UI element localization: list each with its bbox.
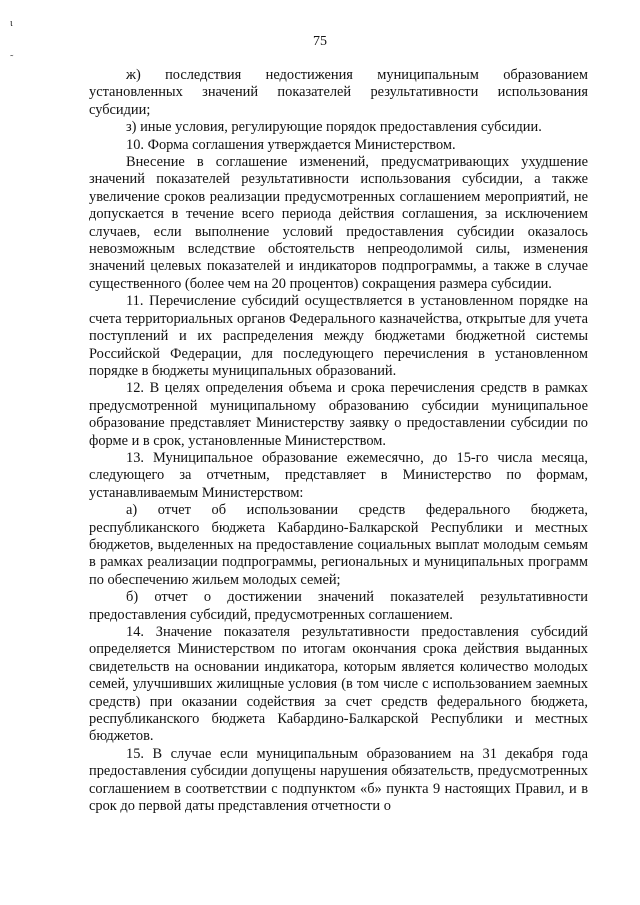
- paragraph-z: з) иные условия, регулирующие порядок предоставления субсидии.: [126, 119, 542, 136]
- paragraph-13: 13. Муниципальное образование ежемесячно, до 15-го числа месяца, следующего за отчетным, представляет в Министерство по формам, устанавливаемым Министерством:: [89, 449, 588, 501]
- paragraph-11: 11. Перечисление субсидий осуществляется в установленном порядке на счета территориальных органов Федерального казначейства, открытые для учета поступлений и их распределения между бюджетами бюджетной системы Российской Федерации, для последующего перечисления в установленном порядке в бюджеты муниципальных образований.: [89, 293, 588, 379]
- paragraph-15: 15. В случае если муниципальным образованием на 31 декабря года предоставления субсидии допущены нарушения обязательств, предусмотренных соглашением в соответствии с подпунктом «б» пункта 9 настоящих Правил, и в срок до первой даты представления отчетности о: [89, 745, 588, 815]
- paragraph-10-amendments: Внесение в соглашение изменений, предусматривающих ухудшение значений показателей результативности использования субсидии, а также увеличение сроков реализации предусмотренных соглашением мероприятий, не допускается в течение всего периода действия соглашения, за исключением случаев, если выполнение условий предоставления субсидии оказалось невозможным вследствие обстоятельств непреодолимой силы, изменения значений целевых показателей и индикаторов подпрограммы, а также в случае существенного (более чем на 20 процентов) сокращения размера субсидии.: [89, 154, 588, 292]
- margin-mark: ˜: [10, 54, 14, 65]
- paragraph-13-a: а) отчет об использовании средств федерального бюджета, республиканского бюджета Кабардино-Балкарской Республики и местных бюджетов, выделенных на предоставление социальных выплат молодым семьям в рамках реализации подпрограммы, региональных и муниципальных программ по обеспечению жильем молодых семей;: [89, 502, 588, 588]
- paragraph-13-b: б) отчет о достижении значений показателей результативности предоставления субсидий, предусмотренных соглашением.: [89, 589, 588, 623]
- paragraph-14: 14. Значение показателя результативности предоставления субсидий определяется Министерством по итогам окончания срока действия выданных свидетельств на основании индикатора, которым является количество молодых семей, улучшивших жилищные условия (в том числе с использованием заемных средств) при оказании содействия за счет средств федерального бюджета, республиканского бюджета Кабардино-Балкарской Республики и местных бюджетов.: [89, 624, 588, 745]
- page-number: 75: [313, 34, 327, 49]
- margin-mark: ι: [10, 18, 13, 29]
- paragraph-zh: ж) последствия недостижения муниципальным образованием установленных значений показателей результативности использования субсидии;: [89, 67, 588, 118]
- paragraph-12: 12. В целях определения объема и срока перечисления средств в рамках предусмотренной муниципальному образованию субсидии муниципальное образование представляет Министерству заявку о предоставлении субсидии по форме и в срок, установленные Министерством.: [89, 380, 588, 449]
- document-body: [89, 67, 588, 815]
- paragraph-10: 10. Форма соглашения утверждается Министерством.: [126, 136, 456, 153]
